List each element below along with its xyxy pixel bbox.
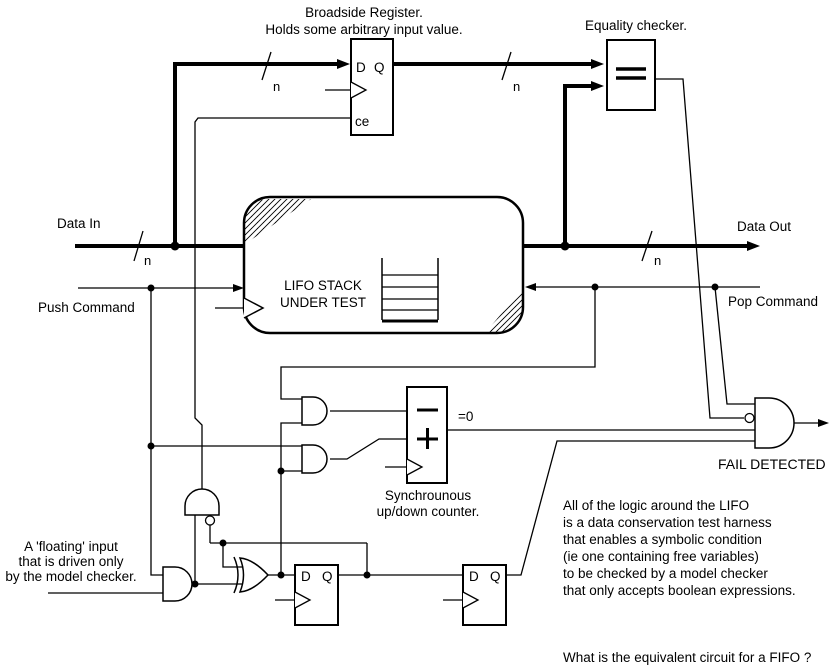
broadside-caption-line2: Holds some arbitrary input value. [265, 22, 463, 37]
bus-arrow-icon [337, 59, 350, 69]
note-line: All of the logic around the LIFO [563, 498, 750, 513]
push-command-label: Push Command [38, 300, 135, 315]
arrow-icon [525, 283, 536, 291]
bus-width-label: n [273, 79, 281, 94]
harness-note [563, 498, 796, 598]
bus-width-label: n [654, 253, 662, 268]
broadside-caption-line1: Broadside Register. [305, 5, 423, 20]
arrow-icon [818, 419, 829, 427]
floating-and-gate [163, 567, 192, 601]
toggle-xor-gate [234, 557, 268, 593]
data-out-tap-bus [565, 81, 604, 244]
inc-and-gate [302, 445, 327, 473]
bus-arrow-icon [591, 81, 604, 91]
note-line: to be checked by a model checker [563, 566, 768, 581]
note-line: is a data conservation test harness [563, 515, 772, 530]
register-pin-ce: ce [355, 114, 370, 129]
fail-detected-label: FAIL DETECTED [718, 456, 826, 472]
ff2-pin-q: Q [490, 569, 501, 584]
counter-caption-line1: Synchrounous [384, 488, 472, 503]
arrow-icon [233, 284, 244, 292]
dec-and-gate [302, 397, 327, 425]
bus-arrow-icon [591, 59, 604, 69]
equality-checker [607, 40, 655, 110]
feedback-to-xor-wire [223, 543, 242, 567]
note-line: that is driven only [18, 554, 124, 569]
push-command-wire [78, 284, 244, 292]
flipflop-1 [295, 565, 338, 625]
question-note: What is the equivalent circuit for a FIFO ? [563, 650, 812, 665]
note-line: that enables a symbolic condition [563, 532, 762, 547]
inverter-bubble-icon [745, 414, 754, 423]
equality-caption: Equality checker. [585, 18, 688, 33]
zero-flag-label: =0 [458, 409, 474, 424]
lifo-stack-box [244, 197, 523, 333]
bus-width-label: n [144, 253, 152, 268]
note-line: that only accepts boolean expressions. [563, 583, 796, 598]
floating-input-note [5, 539, 136, 584]
counter-caption-line2: up/down counter. [376, 504, 480, 519]
note-line: (ie one containing free variables) [563, 549, 759, 564]
lifo-label-line1: LIFO STACK [284, 278, 362, 293]
broadside-register [351, 39, 393, 135]
register-output-bus [393, 59, 604, 69]
ff1-pin-d: D [301, 569, 311, 584]
lifo-label-line2: UNDER TEST [279, 295, 367, 310]
pop-command-label: Pop Command [728, 294, 819, 309]
bus-arrow-icon [747, 241, 760, 251]
note-line: A 'floating' input [24, 539, 118, 554]
inverter-bubble-icon [206, 516, 215, 525]
data-out-label: Data Out [737, 219, 792, 234]
ff1-pin-q: Q [322, 569, 333, 584]
inc-wire [330, 439, 407, 459]
pop-command-wire [525, 283, 760, 291]
push-vertical-wire [151, 288, 163, 575]
note-line: by the model checker. [5, 569, 137, 584]
flipflop-2 [463, 565, 506, 625]
updown-counter [407, 387, 447, 483]
equality-output-wire [655, 79, 744, 418]
register-pin-d: D [356, 60, 366, 75]
data-in-label: Data In [57, 216, 101, 231]
ff2-pin-d: D [469, 569, 479, 584]
fail-output-wire [793, 419, 829, 427]
bus-width-label: n [513, 79, 521, 94]
ce-and-gate [185, 489, 219, 525]
register-pin-q: Q [374, 60, 385, 75]
ff1-feedback-wire [210, 543, 367, 575]
